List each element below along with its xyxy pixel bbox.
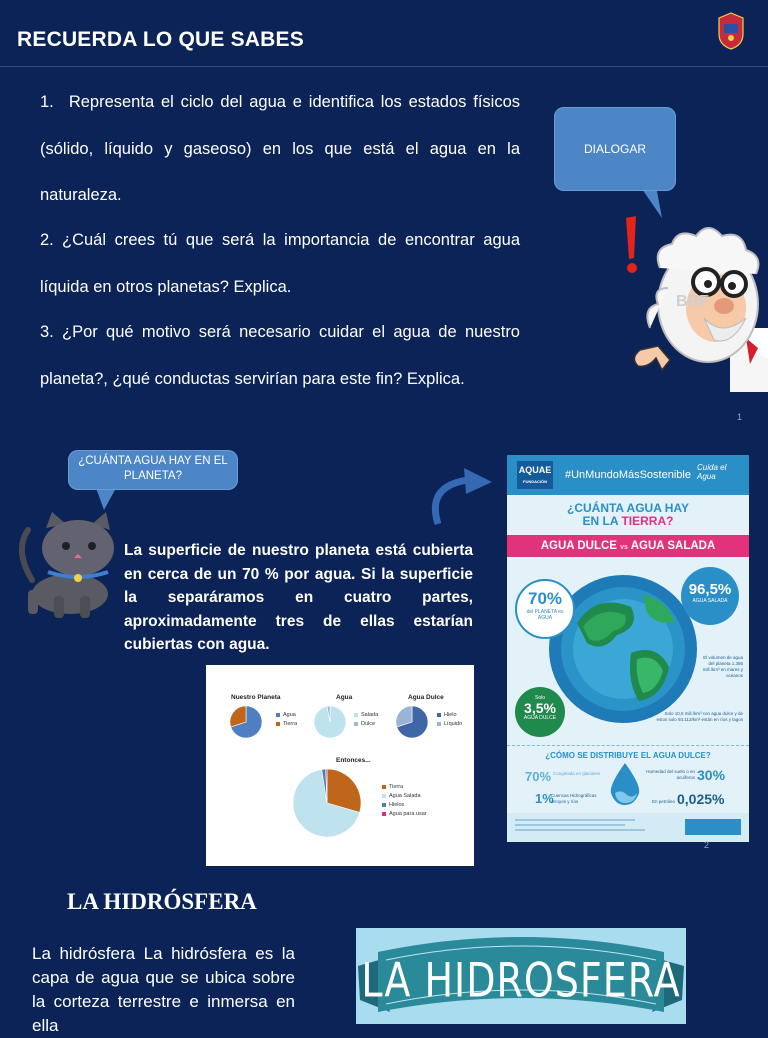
legend-item: Tierra bbox=[382, 784, 403, 790]
stat-d30: 30% bbox=[697, 767, 726, 783]
stat-96-circle: 96,5% AGUA SALADA bbox=[681, 567, 739, 625]
water-drop-icon bbox=[607, 761, 643, 807]
chart-title-entonces: Entonces... bbox=[336, 757, 371, 764]
pie-chart-planeta bbox=[229, 705, 263, 739]
stat-d0025: 0,025% bbox=[677, 791, 725, 807]
pie-chart-entonces bbox=[292, 768, 362, 838]
curved-arrow-icon bbox=[424, 466, 496, 528]
legend-item: Agua para usar bbox=[382, 811, 427, 817]
stat-d1-label: Cuencas Hidrográficas arroyos y ríos bbox=[551, 793, 597, 804]
dialog-bubble: DIALOGAR bbox=[554, 107, 676, 191]
water-infographic bbox=[507, 455, 749, 842]
legend-item: Dulce bbox=[354, 721, 375, 727]
page-number-1: 1 bbox=[737, 412, 743, 422]
question-2: 2. ¿Cuál crees tú que será la importancia de encontrar agua líquida en otros planetas? Explica. bbox=[40, 231, 520, 296]
professor-illustration bbox=[612, 208, 768, 392]
stat-d0025-label: En petróleo bbox=[651, 799, 675, 804]
watermark: BRF bbox=[676, 293, 709, 310]
stat-35-circle: Solo 3,5% AGUA DULCE bbox=[515, 687, 565, 737]
hydrosphere-banner-image bbox=[356, 928, 686, 1024]
question-bubble: ¿CUÁNTA AGUA HAY EN EL PLANETA? bbox=[68, 450, 238, 490]
infographic-footer bbox=[507, 813, 749, 842]
hydrosphere-paragraph: La hidrósfera La hidrósfera es la capa de agua que se ubica sobre la corteza terrestre e inmersa en ella bbox=[32, 944, 295, 1035]
hashtag: #UnMundoMásSostenible bbox=[565, 469, 691, 481]
legend-item: Agua bbox=[276, 712, 296, 718]
pie-chart-dulce bbox=[395, 705, 429, 739]
aquae-logo: AQUAE FUNDACIÓN bbox=[517, 461, 553, 489]
legend-item: Hielo bbox=[437, 712, 457, 718]
chart-title-dulce: Agua Dulce bbox=[408, 694, 444, 701]
header-divider bbox=[0, 66, 768, 67]
page-title: RECUERDA LO QUE SABES bbox=[17, 28, 304, 51]
stat-d70: 70% bbox=[525, 769, 552, 784]
school-crest-icon bbox=[716, 12, 746, 50]
legend-item: Tierra bbox=[276, 721, 297, 727]
stat-d1: 1% bbox=[535, 791, 554, 806]
legend-item: Líquido bbox=[437, 721, 462, 727]
legend-item: Agua Salada bbox=[382, 793, 421, 799]
legend-item: Hielos bbox=[382, 802, 404, 808]
infographic-headline: ¿CUÁNTA AGUA HAY EN LA TIERRA? bbox=[567, 501, 689, 528]
distribution-title: ¿CÓMO SE DISTRIBUYE EL AGUA DULCE? bbox=[545, 751, 711, 760]
cuida-el-agua-logo: Cuida el Agua bbox=[697, 463, 727, 481]
chart-title-planeta: Nuestro Planeta bbox=[231, 694, 281, 701]
page-number-2: 2 bbox=[704, 840, 710, 850]
fresh-water-note: Solo 10,6 mill./km³ con agua dulce y de estos solo 93.113/km³ están en ríos y lagos bbox=[656, 711, 743, 722]
water-coverage-paragraph: La superficie de nuestro planeta está cubierta en cerca de un 70 % por agua. Si la superficie la separáramos en cuatro partes, aproximadamente tres de ellas estarían cubiertas con agua. bbox=[124, 542, 473, 653]
stat-70-circle: 70% del PLANETA es AGUA bbox=[515, 579, 575, 639]
banner-title: LA HIDROSFERA bbox=[361, 952, 681, 1008]
volume-note: El volumen de agua del planeta 1.386 mill./km³ en mares y océanos bbox=[702, 655, 743, 678]
legend-item: Salada bbox=[354, 712, 378, 718]
water-pie-charts bbox=[206, 665, 474, 866]
chart-title-agua: Agua bbox=[336, 694, 353, 701]
section-title: LA HIDRÓSFERA bbox=[67, 889, 257, 914]
question-3: 3. ¿Por qué motivo será necesario cuidar el agua de nuestro planeta?, ¿qué conductas servirían para este fin? Explica. bbox=[40, 323, 520, 388]
infographic-divider bbox=[507, 745, 749, 746]
cat-illustration bbox=[14, 510, 120, 622]
stat-d70-label: Congelada en glaciares bbox=[553, 771, 601, 776]
infographic-band: AGUA DULCE vs AGUA SALADA bbox=[507, 535, 749, 557]
stat-d30-label: Humedad del suelo o en acuíferos bbox=[646, 769, 695, 780]
question-1: 1. Representa el ciclo del agua e identifica los estados físicos (sólido, líquido y gaseoso) en los que está el agua en la naturaleza. bbox=[40, 93, 520, 204]
pie-chart-agua bbox=[313, 705, 347, 739]
